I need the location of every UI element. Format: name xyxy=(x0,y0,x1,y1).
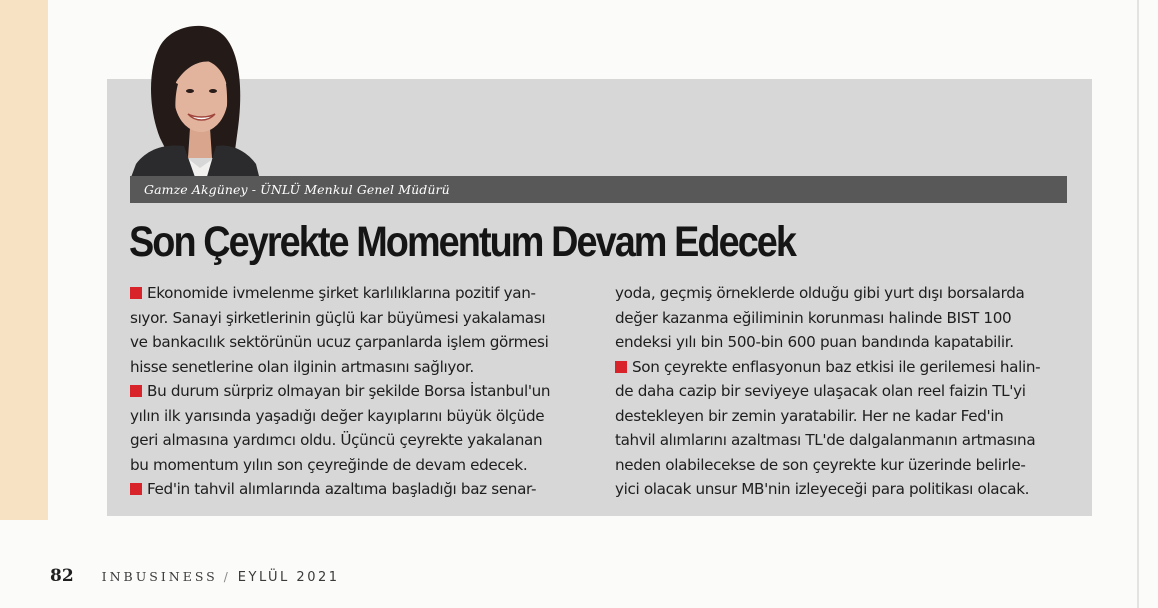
text-line-content: değer kazanma eğiliminin korunması halinde BIST 100 xyxy=(615,308,1012,327)
footer-separator: / xyxy=(223,570,228,584)
text-line xyxy=(130,355,600,380)
text-line-content: Fed'in tahvil alımlarında azaltıma başladığı baz senar- xyxy=(147,480,537,498)
text-line xyxy=(130,379,600,404)
text-line-content: Son çeyrekte enflasyonun baz etkisi ile gerilemesi halin- xyxy=(632,357,1041,376)
red-square-bullet-icon xyxy=(130,483,142,495)
portrait-photo xyxy=(130,18,260,180)
text-line xyxy=(130,453,600,478)
page-number: 82 xyxy=(50,566,74,586)
text-line-content: tahvil alımlarını azaltması TL'de dalgalanmanın artmasına xyxy=(615,431,1036,449)
text-line xyxy=(615,306,1085,331)
text-line xyxy=(130,428,600,453)
page-edge-tint xyxy=(0,0,48,520)
text-line xyxy=(615,404,1085,429)
text-line xyxy=(130,477,600,502)
caption-bar xyxy=(130,176,1067,203)
text-line-content: neden olabilecekse de son çeyrekte kur üzerinde belirle- xyxy=(615,455,1026,474)
text-line xyxy=(615,355,1085,380)
magazine-brand: INBUSINESS xyxy=(101,569,218,584)
text-line xyxy=(130,330,600,355)
text-line xyxy=(130,306,600,331)
text-line-content: endeksi yılı bin 500-bin 600 puan bandında kapatabilir. xyxy=(615,333,1014,351)
photo-caption: Gamze Akgüney - ÜNLÜ Menkul Genel Müdürü xyxy=(144,182,450,197)
text-line-content: geri almasına yardımcı oldu. Üçüncü çeyrekte yakalanan xyxy=(130,431,543,449)
text-line xyxy=(615,330,1085,355)
text-line xyxy=(615,379,1085,404)
text-line-content: de daha cazip bir seviyeye ulaşacak olan reel faizin TL'yi xyxy=(615,382,1026,400)
text-line-content: destekleyen bir zemin yaratabilir. Her ne kadar Fed'in xyxy=(615,406,1004,425)
text-line-content: Ekonomide ivmelenme şirket karlılıklarına pozitif yan- xyxy=(147,284,536,302)
text-line xyxy=(615,281,1085,306)
red-square-bullet-icon xyxy=(615,361,627,373)
article-headline: Son Çeyrekte Momentum Devam Edecek xyxy=(129,218,796,266)
article-column-right xyxy=(615,281,1085,502)
page-edge-line xyxy=(1137,0,1139,608)
text-line xyxy=(615,453,1085,478)
text-line-content: yici olacak unsur MB'nin izleyeceği para politikası olacak. xyxy=(615,480,1030,498)
text-line-content: Bu durum sürpriz olmayan bir şekilde Borsa İstanbul'un xyxy=(147,382,551,400)
red-square-bullet-icon xyxy=(130,385,142,397)
text-line-content: hisse senetlerine olan ilginin artmasını sağlıyor. xyxy=(130,357,474,376)
text-line-content: ve bankacılık sektörünün ucuz çarpanlarda işlem görmesi xyxy=(130,333,549,351)
text-line-content: sıyor. Sanayi şirketlerinin güçlü kar büyümesi yakalaması xyxy=(130,308,546,327)
text-line-content: yoda, geçmiş örneklerde olduğu gibi yurt dışı borsalarda xyxy=(615,284,1025,302)
previous-article-fragment xyxy=(108,0,708,4)
page-footer xyxy=(50,566,340,586)
text-line xyxy=(615,477,1085,502)
red-square-bullet-icon xyxy=(130,287,142,299)
text-line xyxy=(130,281,600,306)
issue-date: EYLÜL 2021 xyxy=(237,570,340,585)
article-column-left xyxy=(130,281,600,502)
text-line-content: bu momentum yılın son çeyreğinde de devam edecek. xyxy=(130,455,528,474)
text-line-content: yılın ilk yarısında yaşadığı değer kayıplarını büyük ölçüde xyxy=(130,406,545,425)
text-line xyxy=(130,404,600,429)
text-line xyxy=(615,428,1085,453)
